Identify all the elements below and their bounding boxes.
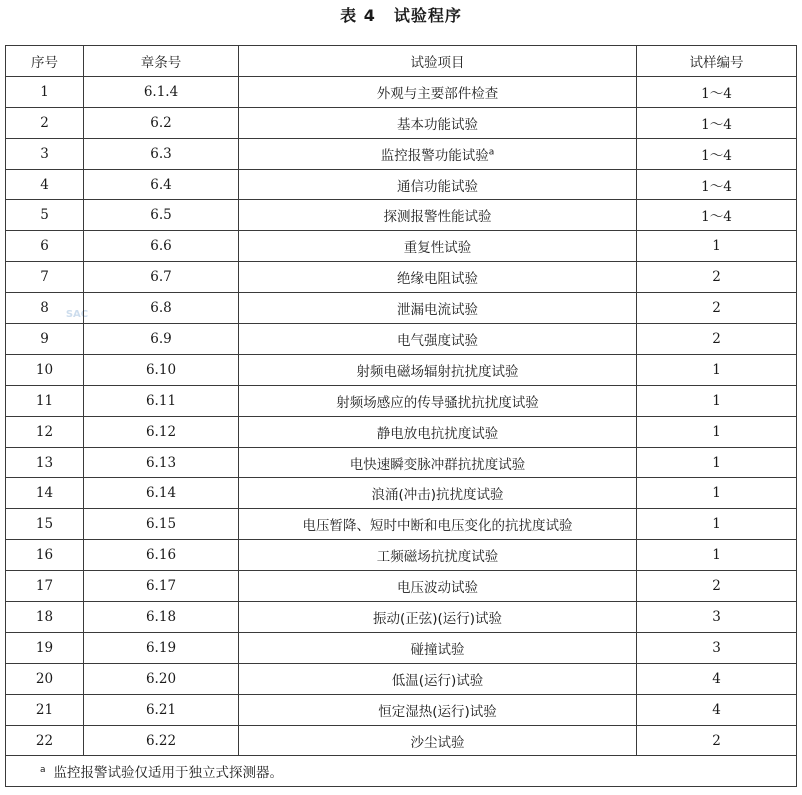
row-test-item — [239, 324, 637, 355]
row-clause: 6.1.4 — [84, 76, 239, 107]
test-item-label: 电压波动试验 — [397, 580, 478, 597]
row-number: 22 — [6, 725, 84, 756]
test-item-label: 低温(运行)试验 — [391, 672, 484, 689]
row-sample-no: 1～4 — [637, 200, 797, 231]
row-number: 16 — [6, 540, 84, 571]
table-row — [6, 478, 797, 509]
test-item-label: 沙尘试验 — [410, 734, 465, 751]
table-row — [6, 324, 797, 355]
row-number: 18 — [6, 602, 84, 633]
row-number: 10 — [6, 354, 84, 385]
row-sample-no: 1 — [637, 447, 797, 478]
row-test-item — [239, 231, 637, 262]
test-item-label: 通信功能试验 — [397, 178, 478, 195]
row-sample-no: 1 — [637, 416, 797, 447]
table-row — [6, 385, 797, 416]
row-test-item — [239, 571, 637, 602]
row-number: 20 — [6, 663, 84, 694]
row-clause: 6.17 — [84, 571, 239, 602]
table-row — [6, 138, 797, 169]
test-item-label: 振动(正弦)(运行)试验 — [372, 610, 503, 627]
row-number: 12 — [6, 416, 84, 447]
table-row — [6, 540, 797, 571]
test-item-label: 浪涌(冲击)抗扰度试验 — [371, 487, 504, 504]
row-test-item — [239, 76, 637, 107]
row-number: 17 — [6, 571, 84, 602]
row-test-item — [239, 169, 637, 200]
row-number: 21 — [6, 694, 84, 725]
row-test-item — [239, 725, 637, 756]
row-test-item — [239, 663, 637, 694]
test-item-label: 绝缘电阻试验 — [397, 271, 478, 288]
table-number: 表 4 — [340, 6, 376, 25]
test-item-label: 恒定湿热(运行)试验 — [378, 703, 497, 720]
table-row — [6, 571, 797, 602]
row-sample-no: 4 — [637, 663, 797, 694]
table-row — [6, 354, 797, 385]
row-sample-no: 1～4 — [637, 138, 797, 169]
table-header-row — [6, 46, 797, 77]
column-header-sample-no: 试样编号 — [637, 46, 797, 77]
row-number: 4 — [6, 169, 84, 200]
row-sample-no: 1 — [637, 354, 797, 385]
table-row — [6, 76, 797, 107]
row-number: 6 — [6, 231, 84, 262]
test-item-label: 重复性试验 — [403, 240, 472, 257]
test-item-label: 射频场感应的传导骚扰抗扰度试验 — [336, 394, 539, 411]
row-test-item — [239, 200, 637, 231]
row-clause: 6.16 — [84, 540, 239, 571]
table-row — [6, 293, 797, 324]
row-sample-no: 3 — [637, 602, 797, 633]
row-clause: 6.4 — [84, 169, 239, 200]
test-item-label: 射频电磁场辐射抗扰度试验 — [356, 363, 519, 380]
row-clause: 6.18 — [84, 602, 239, 633]
row-test-item — [239, 602, 637, 633]
test-item-label: 静电放电抗扰度试验 — [376, 425, 499, 442]
table-row — [6, 694, 797, 725]
row-sample-no: 1 — [637, 385, 797, 416]
row-sample-no: 1～4 — [637, 107, 797, 138]
row-sample-no: 2 — [637, 725, 797, 756]
column-header-test-item: 试验项目 — [239, 46, 637, 77]
row-number: 5 — [6, 200, 84, 231]
watermark-logo: SAC — [65, 309, 89, 320]
test-item-label: 碰撞试验 — [410, 641, 465, 658]
test-item-label: 电快速瞬变脉冲群抗扰度试验 — [349, 456, 526, 473]
test-item-label: 工频磁场抗扰度试验 — [376, 549, 499, 566]
test-item-label: 外观与主要部件检查 — [376, 85, 499, 102]
row-clause: 6.21 — [84, 694, 239, 725]
test-item-label: 电气强度试验 — [397, 332, 478, 349]
row-test-item — [239, 262, 637, 293]
test-item-label: 探测报警性能试验 — [383, 209, 492, 226]
row-clause: 6.7 — [84, 262, 239, 293]
row-sample-no: 2 — [637, 262, 797, 293]
test-procedure-table — [5, 45, 797, 787]
footnote-mark: a — [40, 764, 46, 775]
row-test-item — [239, 478, 637, 509]
row-clause: 6.9 — [84, 324, 239, 355]
table-row — [6, 262, 797, 293]
row-sample-no: 1～4 — [637, 169, 797, 200]
row-sample-no: 3 — [637, 632, 797, 663]
row-sample-no: 2 — [637, 293, 797, 324]
row-sample-no: 1 — [637, 509, 797, 540]
footnote-reference: a — [488, 147, 495, 158]
table-row — [6, 169, 797, 200]
row-sample-no: 1 — [637, 540, 797, 571]
row-clause: 6.13 — [84, 447, 239, 478]
row-test-item — [239, 509, 637, 540]
test-item-label: 基本功能试验 — [397, 116, 478, 133]
row-test-item — [239, 632, 637, 663]
table-row — [6, 107, 797, 138]
row-sample-no: 1 — [637, 478, 797, 509]
row-clause: 6.11 — [84, 385, 239, 416]
column-header-no: 序号 — [6, 46, 84, 77]
row-sample-no: 4 — [637, 694, 797, 725]
row-number: 11 — [6, 385, 84, 416]
row-clause: 6.22 — [84, 725, 239, 756]
row-clause: 6.20 — [84, 663, 239, 694]
row-number: 15 — [6, 509, 84, 540]
row-clause: 6.14 — [84, 478, 239, 509]
row-sample-no: 2 — [637, 324, 797, 355]
row-clause: 6.2 — [84, 107, 239, 138]
row-clause: 6.3 — [84, 138, 239, 169]
row-test-item — [239, 354, 637, 385]
row-test-item — [239, 293, 637, 324]
row-test-item — [239, 138, 637, 169]
footnote-text: 监控报警试验仅适用于独立式探测器。 — [53, 765, 284, 782]
test-item-label: 监控报警功能试验 — [380, 147, 489, 164]
row-test-item — [239, 694, 637, 725]
table-row — [6, 447, 797, 478]
row-test-item — [239, 107, 637, 138]
row-test-item — [239, 540, 637, 571]
row-number: 13 — [6, 447, 84, 478]
table-row — [6, 725, 797, 756]
row-clause: 6.6 — [84, 231, 239, 262]
test-item-label: 泄漏电流试验 — [397, 302, 478, 319]
table-row — [6, 200, 797, 231]
row-number: 2 — [6, 107, 84, 138]
row-number: 19 — [6, 632, 84, 663]
table-row — [6, 602, 797, 633]
row-number: 1 — [6, 76, 84, 107]
table-row — [6, 231, 797, 262]
table-caption — [0, 6, 802, 26]
row-clause: 6.15 — [84, 509, 239, 540]
test-item-label: 电压暂降、短时中断和电压变化的抗扰度试验 — [302, 518, 573, 535]
row-test-item — [239, 416, 637, 447]
row-test-item — [239, 447, 637, 478]
column-header-clause: 章条号 — [84, 46, 239, 77]
row-clause: 6.10 — [84, 354, 239, 385]
row-clause: 6.8 — [84, 293, 239, 324]
row-number: 8 — [6, 293, 84, 324]
table-title: 试验程序 — [393, 6, 462, 25]
row-number: 9 — [6, 324, 84, 355]
row-clause: 6.19 — [84, 632, 239, 663]
table-row — [6, 663, 797, 694]
row-clause: 6.12 — [84, 416, 239, 447]
row-number: 7 — [6, 262, 84, 293]
row-sample-no: 2 — [637, 571, 797, 602]
row-sample-no: 1 — [637, 231, 797, 262]
footnote-cell — [6, 756, 797, 787]
row-number: 3 — [6, 138, 84, 169]
row-number: 14 — [6, 478, 84, 509]
row-sample-no: 1～4 — [637, 76, 797, 107]
footnote-row — [6, 756, 797, 787]
table-row — [6, 509, 797, 540]
table-row — [6, 632, 797, 663]
row-test-item — [239, 385, 637, 416]
table-row — [6, 416, 797, 447]
table-body — [6, 76, 797, 756]
row-clause: 6.5 — [84, 200, 239, 231]
